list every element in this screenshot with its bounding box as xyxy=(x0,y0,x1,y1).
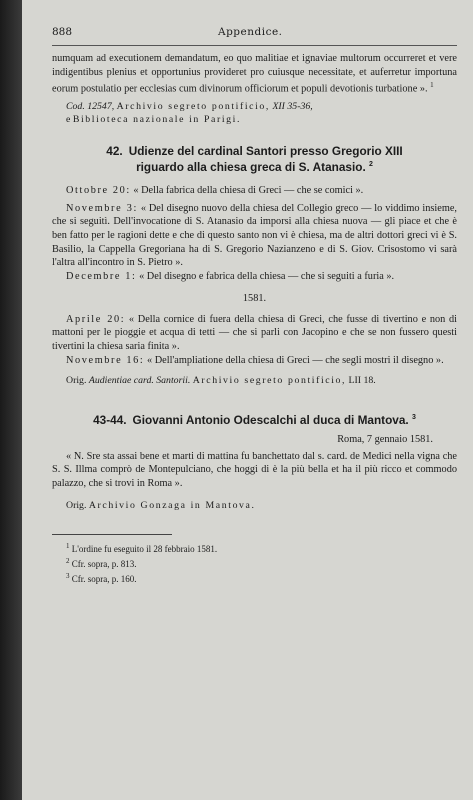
section-42 xyxy=(52,144,457,387)
section-42-source xyxy=(52,374,457,387)
footnote-mark: 3 xyxy=(66,571,70,580)
footnote xyxy=(52,540,457,555)
entry-aprile xyxy=(52,313,457,354)
entry-date: Novembre 3: xyxy=(66,202,138,214)
source-document: Audientiae card. Santorii. xyxy=(88,375,191,387)
page-content xyxy=(52,26,457,585)
entry-text: « Del disegno nuovo della chiesa del Collegio greco — lo viddimo insieme, che si seguitì. Dell'invocatione di S. Atanasio da imporsi alla chiesa nuova — gli piace et che è ben fatto per le ragioni dette e che di questo santo non vi è chiesa, ma de altri dottori greci vi è S. Basilio, la Cappella Gregoriana ha di S. Gregorio Nazianzeno e di S. Giov. Crisostomo vi sarà l'altra all'incontro in S. Pietro ». xyxy=(52,202,457,269)
running-head xyxy=(52,26,457,44)
library-name: Biblioteca nazionale in Parigi. xyxy=(72,114,242,126)
footnote xyxy=(52,570,457,585)
folio-ref: LII 18. xyxy=(348,375,376,387)
entry-decembre xyxy=(52,270,457,284)
continuation-text: numquam ad executionem demandatum, eo quo malitiae et ignaviae multorum occurreret et vere indigentibus plenius et opportunius provideret pro cuiusque necessitate, et auferretur importuna eorum postulatio per ecclesias cum divinorum officiorum et populi devotionis turbatione ». xyxy=(52,53,457,95)
archive-name: Archivio segreto pontificio, xyxy=(116,101,270,113)
entry-date: Novembre 16: xyxy=(66,354,145,366)
letter-text: « N. Sre sta assai bene et marti di mattina fu banchettato dal s. card. de Medici nella vigna che S. S. Illma comprò de Montepulciano, che hoggi di è la più bella et ha il più ricco et commodo palazzo, che si trovi in Roma ». xyxy=(52,450,457,489)
source-prefix: Orig. xyxy=(66,375,87,387)
codex-ref: Cod. 12547, xyxy=(66,101,115,113)
entries-1580 xyxy=(52,184,457,283)
entry-novembre-1581 xyxy=(52,354,457,368)
book-gutter xyxy=(0,0,22,800)
section-43-heading-text: Giovanni Antonio Odescalchi al duca di Mantova. xyxy=(132,413,409,428)
header-rule xyxy=(52,45,457,46)
entry-text: « Della cornice di fuera della chiesa di Greci, che fusse di tivertino e non di mattoni per le pioggie et acqua di tetti — che si parli con Jacopino e che se non fussero questi tivertini la chiesa saria finita ». xyxy=(52,313,458,353)
continuation-paragraph xyxy=(52,52,457,96)
footnote-ref-2: 2 xyxy=(369,161,373,169)
folio-ref: XII 35-36, xyxy=(272,101,313,113)
entry-text: « Dell'ampliatione della chiesa di Greci — che segli mostri il disegno ». xyxy=(146,354,444,366)
section-42-number: 42. xyxy=(106,144,123,159)
section-43-number: 43-44. xyxy=(93,413,127,428)
footnote-ref-1: 1 xyxy=(430,81,434,90)
archive-name: Archivio Gonzaga in Mantova. xyxy=(88,499,256,511)
footnote-ref-3: 3 xyxy=(412,414,416,422)
entry-novembre xyxy=(52,202,457,270)
archive-name: Archivio segreto pontificio, xyxy=(192,375,347,387)
footnote-mark: 1 xyxy=(66,541,70,550)
book-page xyxy=(22,0,473,800)
section-42-heading-line2: riguardo alla chiesa greca di S. Atanasio. xyxy=(136,160,366,175)
entry-ottobre xyxy=(52,184,457,198)
entry-date: Ottobre 20: xyxy=(66,185,131,197)
conjunction: e xyxy=(66,114,71,126)
footnote xyxy=(52,555,457,570)
page-number: 888 xyxy=(52,26,73,38)
year-heading: 1581. xyxy=(242,293,267,305)
section-42-heading-line1: Udienze del cardinal Santori presso Gregorio XIII xyxy=(128,144,403,159)
running-title: Appendice. xyxy=(218,26,283,38)
footnote-text: Cfr. sopra, p. 160. xyxy=(71,573,137,584)
entry-date: Decembre 1: xyxy=(66,270,137,282)
section-43 xyxy=(52,411,457,511)
section-42-heading xyxy=(52,144,457,174)
section-43-source xyxy=(52,499,457,512)
entries-1581 xyxy=(52,313,457,367)
section-43-heading xyxy=(52,411,457,427)
footnote-text: Cfr. sopra, p. 813. xyxy=(71,558,137,569)
entry-text: « Della fabrica della chiesa di Greci — che se comici ». xyxy=(133,185,364,197)
continuation-source xyxy=(52,100,457,113)
continuation-source-line2 xyxy=(52,113,457,126)
footnote-rule xyxy=(52,534,172,535)
entry-date: Aprile 20: xyxy=(66,313,126,325)
footnote-mark: 2 xyxy=(66,556,70,565)
dateline: Roma, 7 gennaio 1581. xyxy=(337,434,433,446)
footnote-text: L'ordine fu eseguito il 28 febbraio 1581. xyxy=(71,543,218,554)
footnotes xyxy=(52,534,457,585)
source-prefix: Orig. xyxy=(66,499,87,511)
entry-text: « Del disegno e fabrica della chiesa — che si seguiti a furia ». xyxy=(139,270,395,282)
